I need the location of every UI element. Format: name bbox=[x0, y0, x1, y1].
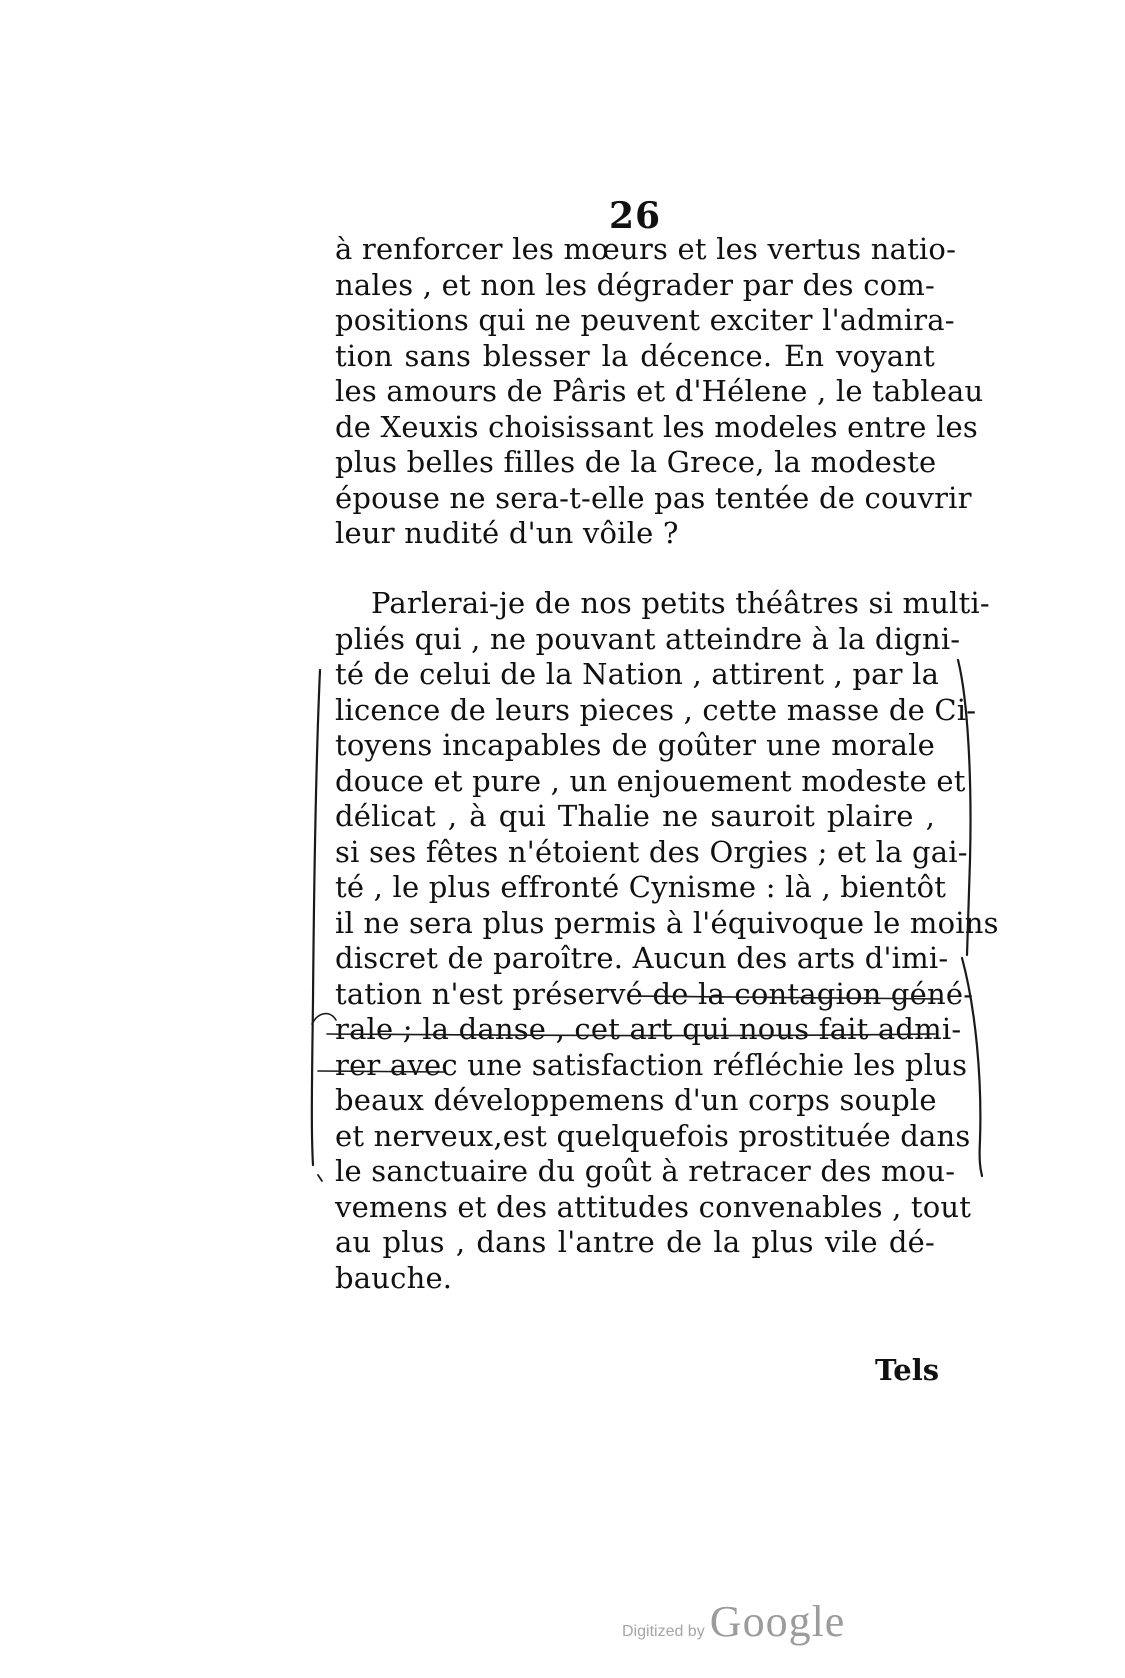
text-line: rer avec une satisfaction réfléchie les plus bbox=[335, 1047, 968, 1082]
text-line: au plus , dans l'antre de la plus vile dé- bbox=[335, 1225, 935, 1259]
page-number: 26 bbox=[608, 195, 662, 237]
text-line: positions qui ne peuvent exciter l'admira- bbox=[335, 303, 955, 337]
text-line: beaux développemens d'un corps souple bbox=[335, 1083, 937, 1117]
text-line: nales , et non les dégrader par des com- bbox=[335, 267, 935, 302]
google-logo: Google bbox=[709, 1597, 846, 1646]
text-line: épouse ne sera-t-elle pas tentée de couvrir bbox=[335, 480, 972, 515]
tick-mark-left bbox=[318, 1175, 322, 1181]
text-line: de Xeuxis choisissant les modeles entre les bbox=[335, 409, 978, 444]
left-margin-bracket bbox=[312, 670, 320, 1165]
text-line: toyens incapables de goûter une morale bbox=[335, 728, 935, 762]
digitized-label: Digitized by bbox=[622, 1623, 705, 1640]
hook-mark-left bbox=[312, 1014, 336, 1024]
text-line: bauche. bbox=[335, 1260, 453, 1295]
text-line: leur nudité d'un vôile ? bbox=[335, 516, 679, 550]
text-line: rale ; la danse , cet art qui nous fait admi- bbox=[335, 1012, 962, 1046]
text-line: et nerveux,est quelquefois prostituée dans bbox=[335, 1118, 971, 1153]
right-margin-bracket-lower bbox=[962, 958, 982, 1176]
text-line: licence de leurs pieces , cette masse de Ci- bbox=[335, 692, 977, 727]
underline-aucun bbox=[628, 996, 942, 999]
text-line: plus belles filles de la Grece, la modeste bbox=[335, 445, 937, 479]
text-line: le sanctuaire du goût à retracer des mou- bbox=[335, 1154, 956, 1188]
right-margin-bracket-upper bbox=[958, 660, 971, 955]
text-line: discret de paroître. Aucun des arts d'imi- bbox=[335, 941, 949, 975]
catchword: Tels bbox=[875, 1353, 940, 1387]
digitized-by-google-watermark bbox=[622, 1596, 845, 1647]
text-line: délicat , à qui Thalie ne sauroit plaire , bbox=[335, 799, 935, 833]
text-line: douce et pure , un enjouement modeste et bbox=[335, 763, 966, 798]
text-line: si ses fêtes n'étoient des Orgies ; et la gai- bbox=[335, 834, 968, 869]
text-line: Parlerai-je de nos petits théâtres si multi- bbox=[371, 586, 990, 620]
text-line: té , le plus effronté Cynisme : là , bientôt bbox=[335, 870, 947, 904]
text-line: tion sans blesser la décence. En voyant bbox=[335, 338, 935, 373]
text-line: vemens et des attitudes convenables , tout bbox=[335, 1189, 972, 1224]
text-line: à renforcer les mœurs et les vertus natio- bbox=[335, 232, 957, 266]
underline-rale bbox=[318, 1071, 444, 1072]
underline-tation bbox=[327, 1034, 935, 1036]
text-line: tation n'est préservé de la contagion géné- bbox=[335, 976, 974, 1011]
text-line: pliés qui , ne pouvant atteindre à la digni- bbox=[335, 621, 961, 656]
text-line: les amours de Pâris et d'Hélene , le tableau bbox=[335, 374, 984, 408]
text-line: il ne sera plus permis à l'équivoque le moins bbox=[335, 905, 999, 940]
text-line: té de celui de la Nation , attirent , par la bbox=[335, 657, 940, 691]
